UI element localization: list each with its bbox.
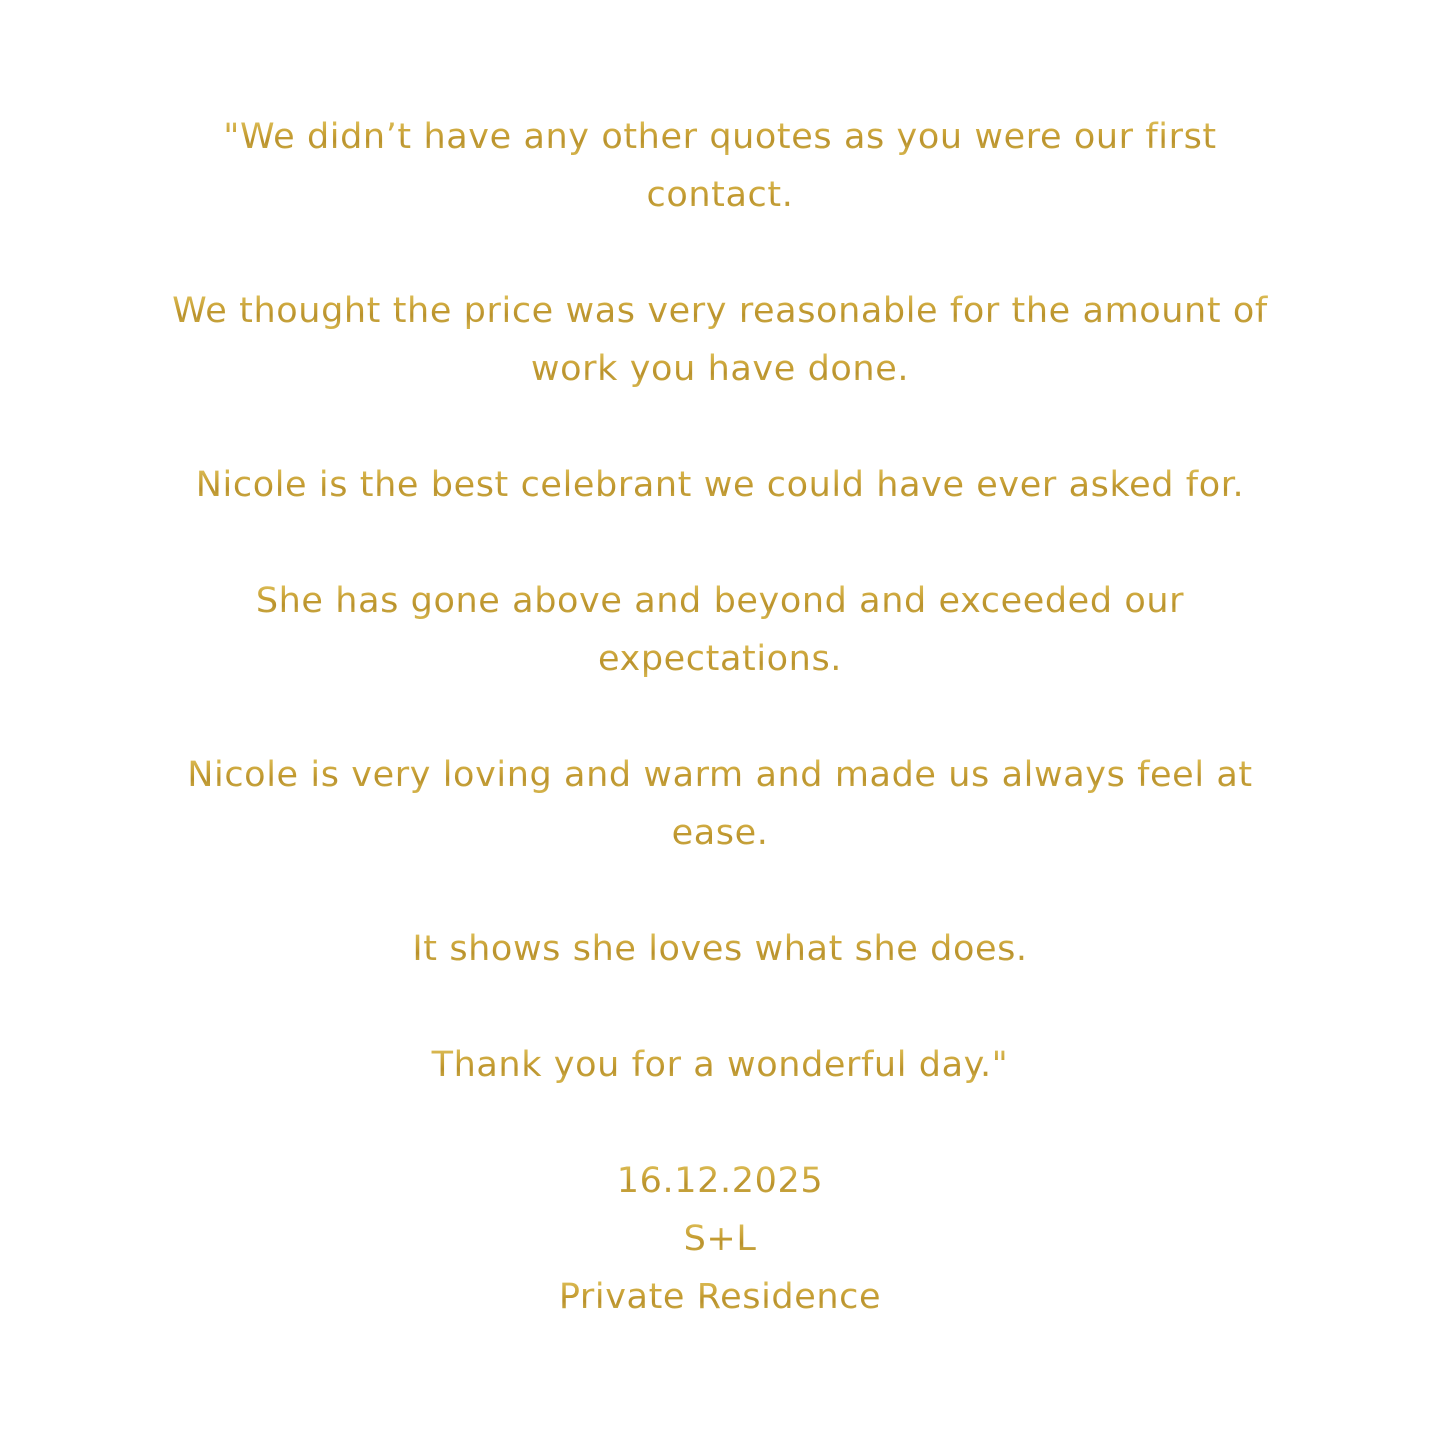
quote-line-6-1: It shows she loves what she does. — [0, 929, 1440, 969]
quote-line-5-2: ease. — [0, 813, 1440, 853]
quote-line-2-2: work you have done. — [0, 349, 1440, 389]
quote-line-1-1: "We didn’t have any other quotes as you were our first — [0, 117, 1440, 157]
quote-line-1-2: contact. — [0, 175, 1440, 215]
signature-date: 16.12.2025 — [0, 1161, 1440, 1201]
quote-line-4-2: expectations. — [0, 639, 1440, 679]
quote-line-4-1: She has gone above and beyond and exceeded our — [0, 581, 1440, 621]
signature-venue: Private Residence — [0, 1277, 1440, 1317]
quote-line-7-1: Thank you for a wonderful day." — [0, 1045, 1440, 1085]
quote-line-3-1: Nicole is the best celebrant we could have ever asked for. — [0, 465, 1440, 505]
quote-line-5-1: Nicole is very loving and warm and made us always feel at — [0, 755, 1440, 795]
quote-line-2-1: We thought the price was very reasonable for the amount of — [0, 291, 1440, 331]
signature-initials: S+L — [0, 1219, 1440, 1259]
